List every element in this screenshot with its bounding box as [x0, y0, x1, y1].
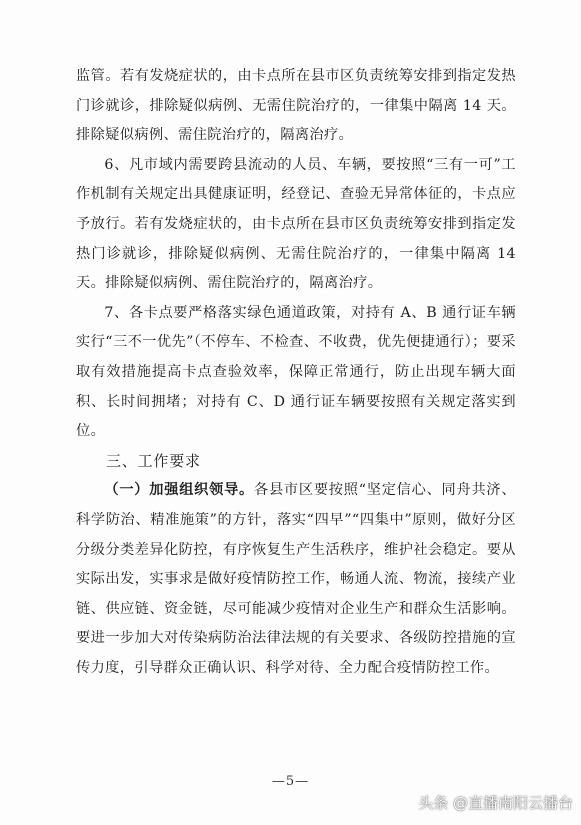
- section-heading: 三、工作要求: [106, 451, 201, 470]
- sub-item-label: （一）加强组织领导。: [104, 482, 254, 499]
- watermark-logo: 头条 @直播南阳云播台: [418, 794, 573, 812]
- document-body: [76, 62, 516, 683]
- sub-item-text: 各县市区要按照“坚定信心、同舟共济、科学防治、精准施策”的方针，落实“四早”“四集中”原则，做好分区分级分类差异化防控，有序恢复生产生活秩序，维护社会稳定。要从实际出发，实事求是做好疫情防控工作，畅通人流、物流，接续产业链、供应链、资金链，尽可能减少疫情对企业生产和群众生活影响。要进一步加大对传染病防治法律法规的有关要求、各级防控措施的宣传力度，引导群众正确认识、科学对待、全力配合疫情防控工作。: [76, 482, 516, 676]
- paragraph-continuation: 监管。若有发烧症状的，由卡点所在县市区负责统筹安排到指定发热门诊就诊，排除疑似病例、无需住院治疗的，一律集中隔离 14 天。排除疑似病例、需住院治疗的，隔离治疗。: [76, 68, 516, 144]
- page-number: —5—: [271, 774, 310, 789]
- paragraph-sub-item-1: [76, 476, 516, 683]
- paragraph-item-6: 6、凡市域内需要跨县流动的人员、车辆，要按照“三有一可”工作机制有关规定出具健康证明，经登记、查验无异常体征的，卡点应予放行。若有发烧症状的，由卡点所在县市区负责统筹安排到指定发热门诊就诊，排除疑似病例、无需住院治疗的，一律集中隔离 14 天。排除疑似病例、需住院治疗的，隔离治疗。: [76, 156, 516, 292]
- paragraph-item-7: 7、各卡点要严格落实绿色通道政策，对持有 A、B 通行证车辆实行“三不一优先”（不停车、不检查、不收费，优先便捷通行）；要采取有效措施提高卡点查验效率，保障正常通行，防止出现车辆大面积、长时间拥堵；对持有 C、D 通行证车辆要按照有关规定落实到位。: [76, 304, 516, 440]
